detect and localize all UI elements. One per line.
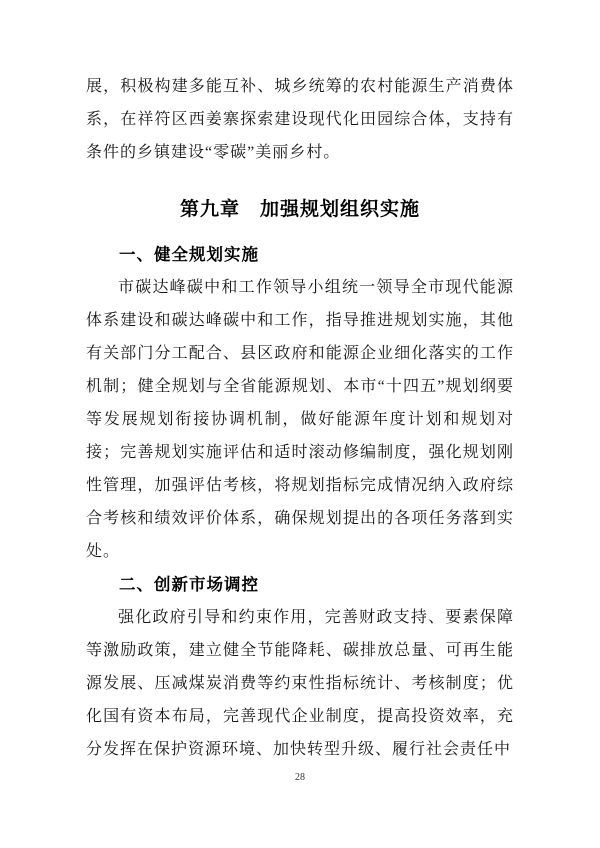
paragraph-continuation: 展，积极构建多能互补、城乡统筹的农村能源生产消费体系，在祥符区西姜寨探索建设现代化田园综合体，支持有条件的乡镇建设“零碳”美丽乡村。 <box>86 78 514 161</box>
page-number: 28 <box>295 772 305 783</box>
section-2-paragraph: 强化政府引导和约束作用，完善财政支持、要素保障等激励政策，建立健全节能降耗、碳排放总量、可再生能源发展、压减煤炭消费等约束性指标统计、考核制度；优化国有资本布局，完善现代企业制度，提高投资效率，充分发挥在保护资源环境、加快转型升级、履行社会责任中 <box>86 609 514 758</box>
section-1-heading: 一、健全规划实施 <box>119 245 259 264</box>
page-content <box>86 70 514 766</box>
section-1-paragraph: 市碳达峰碳中和工作领导小组统一领导全市现代能源体系建设和碳达峰碳中和工作，指导推进规划实施，其他有关部门分工配合、县区政府和能源企业细化落实的工作机制；健全规划与全省能源规划、本市“十四五”规划纲要等发展规划衔接协调机制，做好能源年度计划和规划对接；完善规划实施评估和适时滚动修编制度，强化规划刚性管理，加强评估考核，将规划指标完成情况纳入政府综合考核和绩效评价体系，确保规划提出的各项任务落到实处。 <box>86 279 514 560</box>
chapter-heading: 第九章 加强规划组织实施 <box>179 199 420 220</box>
section-2-heading: 二、创新市场调控 <box>119 575 259 594</box>
